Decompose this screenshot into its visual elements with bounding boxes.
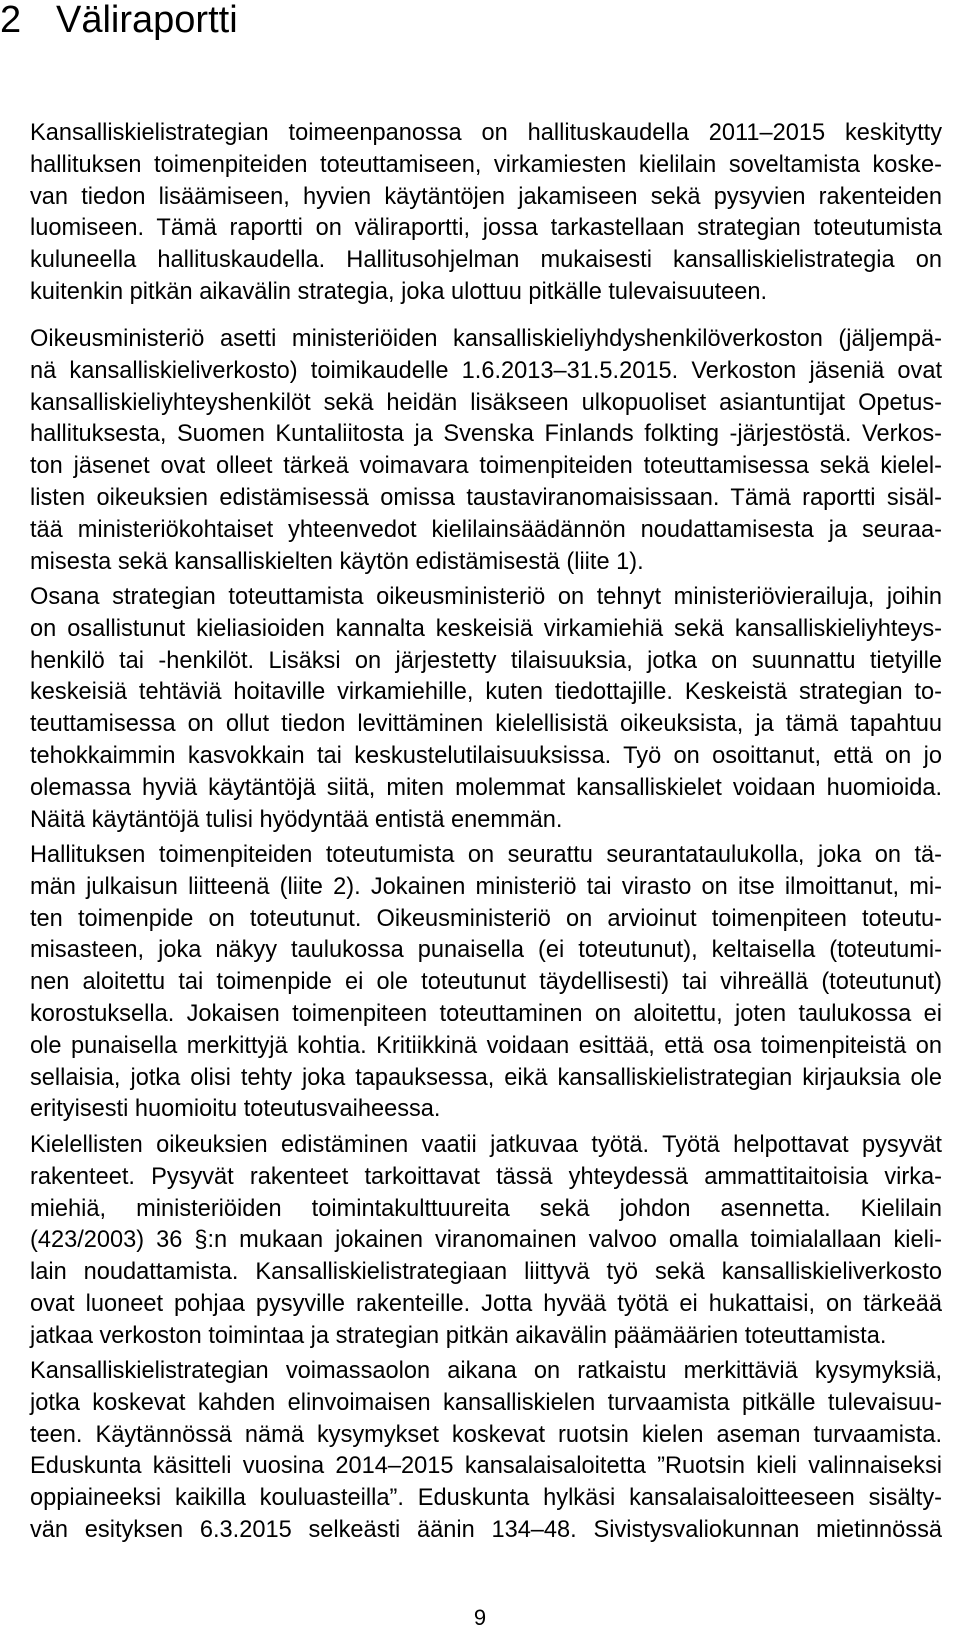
- text-line: listen oikeuksien edistämisessä omissa taustaviranomaisissaan. Tämä raportti sisäl-: [30, 484, 942, 511]
- text-line: (423/2003) 36 §:n mukaan jokainen viranomainen valvoo omalla toimialallaan kieli-: [30, 1227, 942, 1254]
- text-line: on osallistunut kieliasioiden kannalta keskeisiä virkamiehiä sekä kansalliskieliyhteys-: [30, 615, 942, 642]
- text-line: kuluneella hallituskaudella. Hallitusohjelman mukaisesti kansalliskielistrategia on: [30, 247, 942, 274]
- text-line: miehiä, ministeriöiden toimintakulttuureita sekä johdon asennetta. Kielilain: [30, 1195, 942, 1222]
- text-line: rakenteet. Pysyvät rakenteet tarkoittavat tässä yhteydessä ammattitaitoisia virka-: [30, 1163, 942, 1190]
- text-line: vän esityksen 6.3.2015 selkeästi äänin 134–48. Sivistysvaliokunnan mietinnössä: [30, 1516, 942, 1543]
- text-line: hallituksen toimenpiteiden toteuttamiseen, virkamiesten kielilain soveltamista koske-: [30, 151, 942, 178]
- text-line: kansalliskieliyhteyshenkilöt sekä heidän lisäkseen ulkopuoliset asiantuntijat Opetus-: [30, 389, 942, 416]
- text-line: hallituksesta, Suomen Kuntaliitosta ja Svenska Finlands folkting -järjestöstä. Verkos-: [30, 421, 942, 448]
- text-line: misasteen, joka näkyy taulukossa punaisella (ei toteutunut), keltaisella (toteutumi-: [30, 937, 942, 964]
- paragraph: [30, 840, 942, 1126]
- text-line: teen. Käytännössä nämä kysymykset koskevat ruotsin kielen aseman turvaamista.: [30, 1421, 942, 1448]
- paragraph: [30, 1130, 942, 1353]
- text-line: misesta sekä kansalliskielten käytön edistämisestä (liite 1).: [30, 548, 644, 575]
- paragraph: [30, 324, 942, 578]
- text-line: tehokkaimmin kasvokkain tai keskustelutilaisuuksissa. Työ on osoittanut, että on jo: [30, 742, 942, 769]
- text-line: korostuksella. Jokaisen toimenpiteen toteuttaminen on aloitettu, joten taulukossa ei: [30, 1000, 942, 1027]
- text-line: kuitenkin pitkän aikavälin strategia, joka ulottuu pitkälle tulevaisuuteen.: [30, 278, 768, 305]
- text-line: nä kansalliskieliverkosto) toimikaudelle 1.6.2013–31.5.2015. Verkoston jäseniä ovat: [30, 357, 942, 384]
- page-number: 9: [473, 1605, 487, 1630]
- paragraph: [30, 118, 942, 309]
- text-line: teuttamisessa on ollut tiedon levittäminen kielellisistä oikeuksista, ja tämä tapahtuu: [30, 711, 942, 738]
- text-line: ten toimenpide on toteutunut. Oikeusministeriö on arvioinut toimenpiteen toteutu-: [30, 905, 942, 932]
- text-line: ovat luoneet pohjaa pysyville rakenteille. Jotta hyvää työtä ei hukattaisi, on tärkeää: [30, 1290, 942, 1317]
- text-line: nen aloitettu tai toimenpide ei ole toteutunut täydellisesti) tai vihreällä (toteutunut): [30, 969, 942, 996]
- text-line: luomiseen. Tämä raportti on väliraportti, jossa tarkastellaan strategian toteutumista: [30, 215, 942, 242]
- text-line: van tiedon lisäämiseen, hyvien käytäntöjen jakamiseen sekä pysyvien rakenteiden: [30, 183, 942, 210]
- text-line: Osana strategian toteuttamista oikeusministeriö on tehnyt ministeriövierailuja, joihin: [30, 584, 942, 610]
- section-title: Väliraportti: [56, 0, 238, 41]
- text-line: lain noudattamista. Kansalliskielistrategiaan liittyvä työ sekä kansalliskieliverkosto: [30, 1259, 942, 1286]
- text-line: Hallituksen toimenpiteiden toteutumista on seurattu seurantataulukolla, joka on tä-: [30, 842, 942, 868]
- text-line: olemassa hyviä käytäntöjä siitä, miten molemmat kansalliskielet voidaan huomioida.: [30, 774, 942, 801]
- text-line: män julkaisun liitteenä (liite 2). Jokainen ministeriö tai virasto on itse ilmoittanut, mi-: [30, 873, 942, 900]
- text-line: tää ministeriökohtaiset yhteenvedot kielilainsäädännön noudattamisesta ja seuraa-: [30, 516, 942, 543]
- paragraph: [30, 582, 942, 836]
- text-line: henkilö tai -henkilöt. Lisäksi on järjestetty tilaisuuksia, jotka on suunnattu tietyille: [30, 647, 942, 674]
- text-line: jatkaa verkoston toimintaa ja strategian pitkän aikavälin päämäärien toteuttamista.: [30, 1322, 887, 1349]
- section-number: 2: [0, 0, 22, 41]
- text-line: erityisesti huomioitu toteutusvaiheessa.: [30, 1096, 441, 1123]
- text-line: ole punaisella merkittyjä kohtia. Kritiikkinä voidaan esittää, että osa toimenpiteistä on: [30, 1032, 942, 1059]
- text-line: keskeisiä tehtäviä hoitaville virkamiehille, kuten tiedottajille. Keskeistä strategian to-: [30, 679, 942, 706]
- text-line: Kansalliskielistrategian toimeenpanossa on hallituskaudella 2011–2015 keskitytty: [30, 120, 942, 146]
- text-line: sellaisia, jotka olisi tehty joka tapauksessa, eikä kansalliskielistrategian kirjauksia ole: [30, 1064, 942, 1091]
- text-line: oppiaineeksi kaikilla kouluasteilla”. Eduskunta hylkäsi kansalaisaloitteeseen sisälty-: [30, 1485, 942, 1512]
- text-line: Näitä käytäntöjä tulisi hyödyntää entistä enemmän.: [30, 806, 563, 833]
- text-line: Kansalliskielistrategian voimassaolon aikana on ratkaistu merkittäviä kysymyksiä,: [30, 1358, 942, 1384]
- text-line: ton jäsenet ovat olleet tärkeä voimavara toimenpiteiden toteuttamisessa sekä kielel-: [30, 453, 942, 480]
- text-line: Kielellisten oikeuksien edistäminen vaatii jatkuvaa työtä. Työtä helpottavat pysyvät: [30, 1132, 942, 1158]
- paragraph: [30, 1356, 942, 1547]
- section-heading: [0, 0, 238, 40]
- text-line: Eduskunta käsitteli vuosina 2014–2015 kansalaisaloitetta ”Ruotsin kieli valinnaiseksi: [30, 1453, 942, 1480]
- text-line: jotka koskevat kahden elinvoimaisen kansalliskielen turvaamista pitkälle tulevaisuu-: [30, 1389, 942, 1416]
- text-line: Oikeusministeriö asetti ministeriöiden kansalliskieliyhdyshenkilöverkoston (jäljempä-: [30, 326, 942, 352]
